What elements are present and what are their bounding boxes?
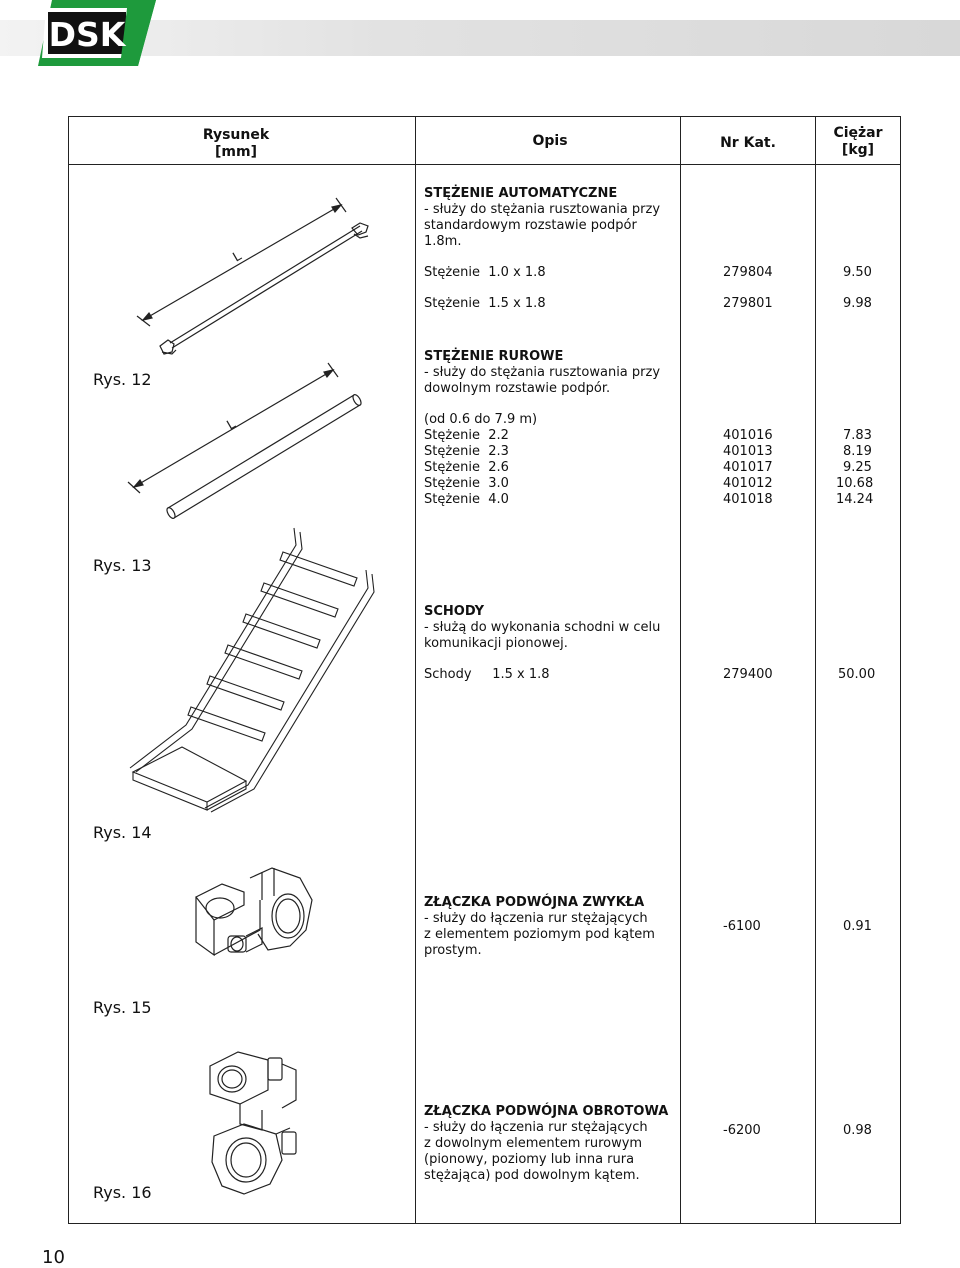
item-desc-line: prostym. xyxy=(424,943,482,958)
catalog-number: 279801 xyxy=(723,296,773,311)
variant-name: Stężenie 1.5 x 1.8 xyxy=(424,296,546,311)
weight-value: 10.68 xyxy=(836,476,874,491)
weight-value: 14.24 xyxy=(836,492,874,507)
catalog-number: 401018 xyxy=(723,492,773,507)
variant-name: Stężenie 3.0 xyxy=(424,476,509,491)
item-desc-line: dowolnym rozstawie podpór. xyxy=(424,381,611,396)
item-desc-line: - służy do łączenia rur stężających xyxy=(424,911,648,926)
col-header-desc: Opis xyxy=(532,133,568,149)
item-desc-line: stężająca) pod dowolnym kątem. xyxy=(424,1168,640,1183)
catalog-number: 401016 xyxy=(723,428,773,443)
page-number: 10 xyxy=(42,1247,65,1268)
item-desc-line: 1.8m. xyxy=(424,234,462,249)
catalog-number: 401012 xyxy=(723,476,773,491)
catalog-number: -6100 xyxy=(723,919,761,934)
item-title: STĘŻENIE RUROWE xyxy=(424,349,564,364)
variant-name: Stężenie 2.6 xyxy=(424,460,509,475)
variant-name: Stężenie 2.3 xyxy=(424,444,509,459)
weight-value: 9.50 xyxy=(843,265,872,280)
item-title: ZŁĄCZKA PODWÓJNA OBROTOWA xyxy=(424,1104,669,1119)
weight-value: 0.91 xyxy=(843,919,872,934)
length-range: (od 0.6 do 7.9 m) xyxy=(424,412,538,427)
item-title: SCHODY xyxy=(424,604,485,619)
figure-label: Rys. 12 xyxy=(93,370,152,389)
item-desc-line: standardowym rozstawie podpór xyxy=(424,218,637,233)
dimension-label: L xyxy=(230,248,245,266)
dimension-label: L xyxy=(224,416,239,434)
variant-name: Stężenie 2.2 xyxy=(424,428,509,443)
item-desc-line: komunikacji pionowej. xyxy=(424,636,568,651)
item-desc-line: - służą do wykonania schodni w celu xyxy=(424,620,661,635)
variant-name: Schody 1.5 x 1.8 xyxy=(424,667,550,682)
figure-label: Rys. 13 xyxy=(93,556,152,575)
col-header-drawing: Rysunek [mm] xyxy=(202,127,270,160)
weight-value: 7.83 xyxy=(843,428,872,443)
catalog-number: 279400 xyxy=(723,667,773,682)
col-header-weight: Ciężar [kg] xyxy=(833,125,883,158)
weight-value: 50.00 xyxy=(838,667,876,682)
variant-name: Stężenie 4.0 xyxy=(424,492,509,507)
weight-value: 0.98 xyxy=(843,1123,872,1138)
item-desc-line: z elementem poziomym pod kątem xyxy=(424,927,655,942)
figure-label: Rys. 16 xyxy=(93,1183,152,1202)
catalog-number: 401017 xyxy=(723,460,773,475)
item-title: ZŁĄCZKA PODWÓJNA ZWYKŁA xyxy=(424,895,645,910)
item-desc-line: - służy do łączenia rur stężających xyxy=(424,1120,648,1135)
item-desc-line: - służy do stężania rusztowania przy xyxy=(424,202,661,217)
catalog-number: 279804 xyxy=(723,265,773,280)
figure-label: Rys. 14 xyxy=(93,823,152,842)
item-desc-line: - służy do stężania rusztowania przy xyxy=(424,365,661,380)
weight-value: 8.19 xyxy=(843,444,872,459)
weight-value: 9.25 xyxy=(843,460,872,475)
catalog-number: 401013 xyxy=(723,444,773,459)
variant-name: Stężenie 1.0 x 1.8 xyxy=(424,265,546,280)
catalog-number: -6200 xyxy=(723,1123,761,1138)
logo-text: DSK xyxy=(48,15,126,54)
weight-value: 9.98 xyxy=(843,296,872,311)
figure-label: Rys. 15 xyxy=(93,998,152,1017)
item-title: STĘŻENIE AUTOMATYCZNE xyxy=(424,186,618,201)
item-desc-line: z dowolnym elementem rurowym xyxy=(424,1136,643,1151)
item-desc-line: (pionowy, poziomy lub inna rura xyxy=(424,1152,635,1167)
col-header-cat: Nr Kat. xyxy=(720,135,776,151)
